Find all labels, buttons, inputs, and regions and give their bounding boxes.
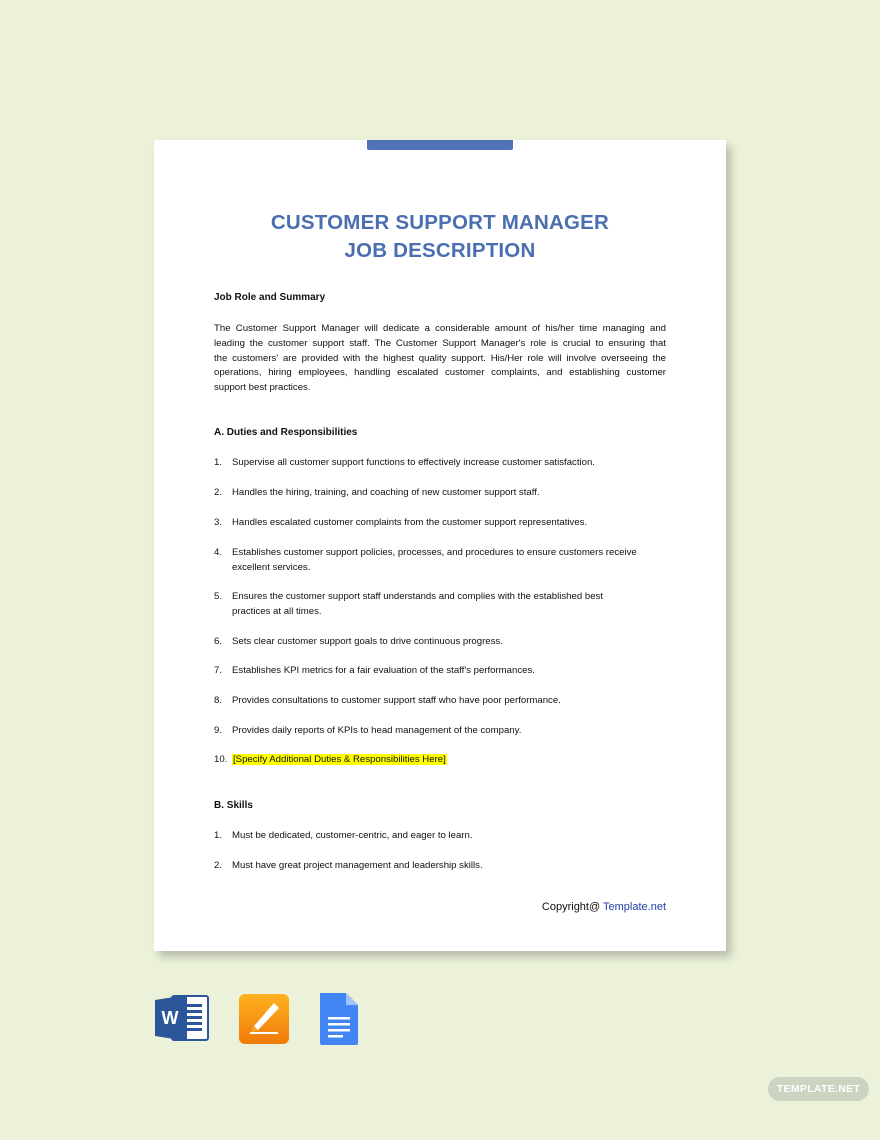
summary-paragraph	[214, 322, 666, 396]
duty-number: 6.	[214, 636, 223, 647]
page-top-tab	[367, 140, 513, 150]
skill-number: 1.	[214, 830, 223, 841]
duty-text: Provides consultations to customer support staff who have poor performance.	[232, 695, 561, 706]
duty-text: Provides daily reports of KPIs to head management of the company.	[232, 725, 522, 736]
duty-number: 10.	[214, 754, 228, 765]
word-icon[interactable]	[155, 994, 211, 1042]
skill-text: Must have great project management and leadership skills.	[232, 860, 483, 871]
duty-text: Establishes KPI metrics for a fair evaluation of the staff's performances.	[232, 665, 535, 676]
duty-text: Ensures the customer support staff understands and complies with the established best	[232, 591, 603, 602]
google-docs-icon[interactable]	[318, 993, 360, 1045]
duty-number: 9.	[214, 725, 223, 736]
duty-placeholder-highlight[interactable]: [Specify Additional Duties & Responsibilities Here]	[233, 754, 446, 765]
summary-line: the customers' are provided with the highest quality support. His/Her role will involve overseeing the	[214, 352, 666, 364]
doc-title-line2: JOB DESCRIPTION	[344, 239, 536, 262]
duty-text: Establishes customer support policies, processes, and procedures to ensure customers receive	[232, 547, 637, 558]
duty-number: 2.	[214, 487, 223, 498]
summary-line: The Customer Support Manager will dedicate a considerable amount of his/her time managing and	[214, 323, 666, 334]
skills-heading: B. Skills	[214, 800, 253, 811]
summary-line: leading the customer support staff. The Customer Support Manager's role is crucial to ensuring that	[214, 337, 666, 349]
duty-text: Supervise all customer support functions to effectively increase customer satisfaction.	[232, 457, 595, 468]
document-page	[154, 140, 726, 951]
duty-text: Handles escalated customer complaints from the customer support representatives.	[232, 517, 588, 528]
duty-number: 8.	[214, 695, 223, 706]
duty-text: Handles the hiring, training, and coaching of new customer support staff.	[232, 487, 540, 498]
duty-number: 7.	[214, 665, 223, 676]
duty-number: 1.	[214, 457, 223, 468]
duty-number: 4.	[214, 547, 223, 558]
duty-text: practices at all times.	[232, 605, 322, 617]
pages-icon[interactable]	[238, 993, 290, 1045]
copyright-line	[154, 901, 666, 913]
duty-text: excellent services.	[232, 561, 311, 573]
duty-text: Sets clear customer support goals to drive continuous progress.	[232, 636, 503, 647]
summary-line: operations, hiring employees, handling escalated customer complaints, and establishing customer	[214, 367, 666, 379]
skill-text: Must be dedicated, customer-centric, and eager to learn.	[232, 830, 473, 841]
word-letter: W	[161, 1008, 179, 1028]
template-net-badge[interactable]: TEMPLATE.NET	[768, 1077, 869, 1101]
skill-number: 2.	[214, 860, 223, 871]
doc-title-line1: CUSTOMER SUPPORT MANAGER	[270, 211, 610, 234]
template-link[interactable]: Template.net	[603, 901, 666, 913]
duty-number: 3.	[214, 517, 223, 528]
duty-number: 5.	[214, 591, 223, 602]
duties-heading: A. Duties and Responsibilities	[214, 427, 358, 438]
summary-heading: Job Role and Summary	[214, 292, 326, 303]
copyright-prefix: Copyright@	[541, 901, 604, 913]
summary-line: support best practices.	[214, 382, 311, 394]
